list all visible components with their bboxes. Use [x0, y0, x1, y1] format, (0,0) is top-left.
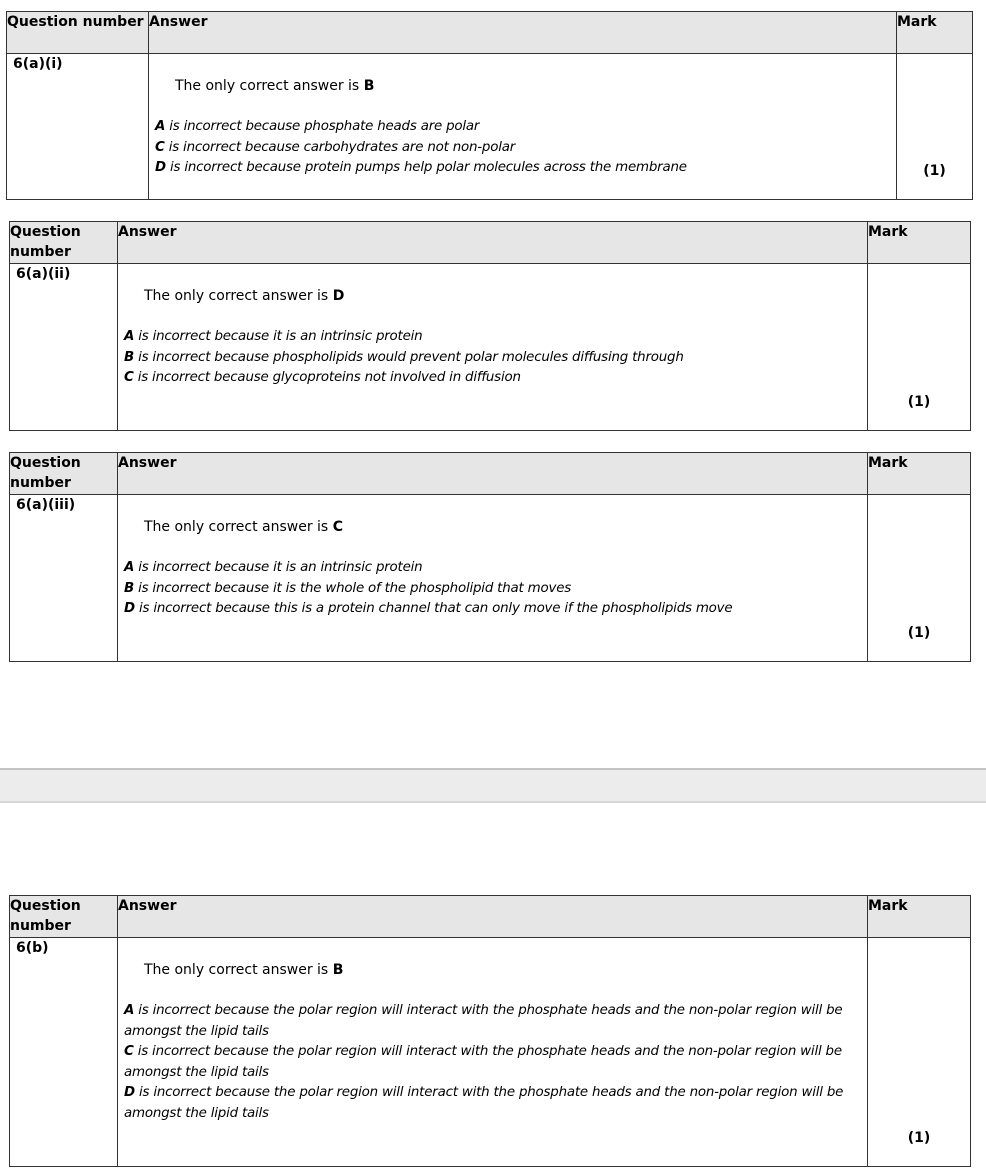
header-row: [10, 222, 971, 264]
reason-line: [155, 117, 896, 138]
table-row: [7, 54, 973, 200]
reason-text: is incorrect because the polar region will interact with the phosphate heads and the non-polar region will be amongst the lipid tails: [124, 1085, 844, 1121]
reason-text: is incorrect because phospholipids would prevent polar molecules diffusing through: [138, 349, 684, 365]
correct-answer-prefix: The only correct answer is: [144, 519, 329, 535]
correct-answer-letter: D: [332, 288, 345, 304]
incorrect-reasons: [155, 117, 896, 179]
reason-line: [124, 1042, 867, 1083]
answer-header: Answer: [149, 12, 897, 54]
question-number-header: Question number: [7, 12, 149, 54]
mark-header: Mark: [868, 453, 971, 495]
table-row: [10, 938, 971, 1167]
reason-letter: B: [124, 349, 135, 365]
header-row: [10, 453, 971, 495]
reason-line: [124, 599, 867, 620]
reason-line: [155, 138, 896, 159]
reason-text: is incorrect because it is an intrinsic protein: [138, 560, 423, 575]
answer-cell: [118, 495, 868, 662]
answer-cell: [149, 54, 897, 200]
question-number-header: Question number: [10, 453, 118, 495]
question-number: 6(a)(i): [7, 54, 149, 200]
correct-answer-letter: B: [332, 962, 344, 978]
incorrect-reasons: [124, 558, 867, 620]
correct-answer: [144, 517, 867, 537]
question-number: 6(b): [10, 938, 118, 1167]
reason-text: is incorrect because glycoproteins not involved in diffusion: [137, 370, 521, 386]
reason-line: [124, 368, 867, 389]
answer-header: Answer: [118, 222, 868, 264]
reason-letter: D: [124, 601, 135, 617]
reason-text: is incorrect because carbohydrates are not non-polar: [168, 139, 516, 155]
mark-cell: [897, 54, 973, 200]
header-row: [10, 896, 971, 938]
page-break: [0, 768, 986, 803]
header-row: [7, 12, 973, 54]
reason-line: [124, 1001, 867, 1042]
question-number-header: Question number: [10, 222, 118, 264]
reason-text: is incorrect because this is a protein channel that can only move if the phospholipids move: [138, 601, 733, 617]
reason-text: is incorrect because the polar region will interact with the phosphate heads and the non-polar region will be amongst the lipid tails: [124, 1003, 843, 1039]
correct-answer-letter: B: [363, 78, 375, 94]
correct-answer-letter: C: [332, 519, 343, 535]
table-row: [10, 495, 971, 662]
reason-letter: C: [124, 1044, 134, 1060]
mark-scheme-table: [9, 895, 971, 1167]
mark-header: Mark: [868, 222, 971, 264]
reason-text: is incorrect because protein pumps help polar molecules across the membrane: [169, 160, 687, 176]
table-row: [10, 264, 971, 431]
reason-letter: A: [124, 329, 135, 344]
answer-cell: [118, 264, 868, 431]
reason-text: is incorrect because phosphate heads are polar: [169, 119, 480, 134]
mark-scheme-table: [9, 452, 971, 662]
question-number-header: Question number: [10, 896, 118, 938]
mark-value: (1): [923, 163, 946, 179]
reason-line: [124, 348, 867, 369]
reason-letter: C: [155, 139, 165, 155]
question-number: 6(a)(iii): [10, 495, 118, 662]
reason-line: [124, 327, 867, 348]
reason-line: [124, 558, 867, 579]
mark-value: (1): [907, 625, 931, 641]
correct-answer: [144, 286, 867, 306]
reason-letter: A: [124, 560, 135, 575]
mark-scheme-table: [6, 11, 973, 200]
mark-cell: [868, 938, 971, 1167]
question-number: 6(a)(ii): [10, 264, 118, 431]
reason-text: is incorrect because it is an intrinsic protein: [138, 329, 423, 344]
correct-answer: [175, 76, 896, 96]
mark-cell: [868, 264, 971, 431]
mark-value: (1): [907, 1130, 931, 1146]
reason-line: [124, 1083, 867, 1124]
reason-line: [124, 579, 867, 600]
answer-header: Answer: [118, 896, 868, 938]
reason-letter: B: [124, 580, 135, 596]
mark-value: (1): [907, 394, 931, 410]
answer-cell: [118, 938, 868, 1167]
mark-header: Mark: [897, 12, 973, 54]
reason-letter: D: [155, 160, 166, 176]
reason-letter: D: [124, 1085, 135, 1101]
reason-text: is incorrect because it is the whole of the phospholipid that moves: [138, 580, 572, 596]
incorrect-reasons: [124, 1001, 867, 1125]
reason-line: [155, 158, 896, 179]
reason-letter: C: [124, 370, 134, 386]
correct-answer: [144, 960, 867, 980]
correct-answer-prefix: The only correct answer is: [144, 962, 329, 978]
mark-header: Mark: [868, 896, 971, 938]
reason-letter: A: [124, 1003, 135, 1018]
correct-answer-prefix: The only correct answer is: [175, 78, 360, 94]
mark-scheme-table: [9, 221, 971, 431]
reason-text: is incorrect because the polar region will interact with the phosphate heads and the non-polar region will be amongst the lipid tails: [124, 1044, 842, 1080]
reason-letter: A: [155, 119, 166, 134]
incorrect-reasons: [124, 327, 867, 389]
correct-answer-prefix: The only correct answer is: [144, 288, 329, 304]
mark-cell: [868, 495, 971, 662]
answer-header: Answer: [118, 453, 868, 495]
